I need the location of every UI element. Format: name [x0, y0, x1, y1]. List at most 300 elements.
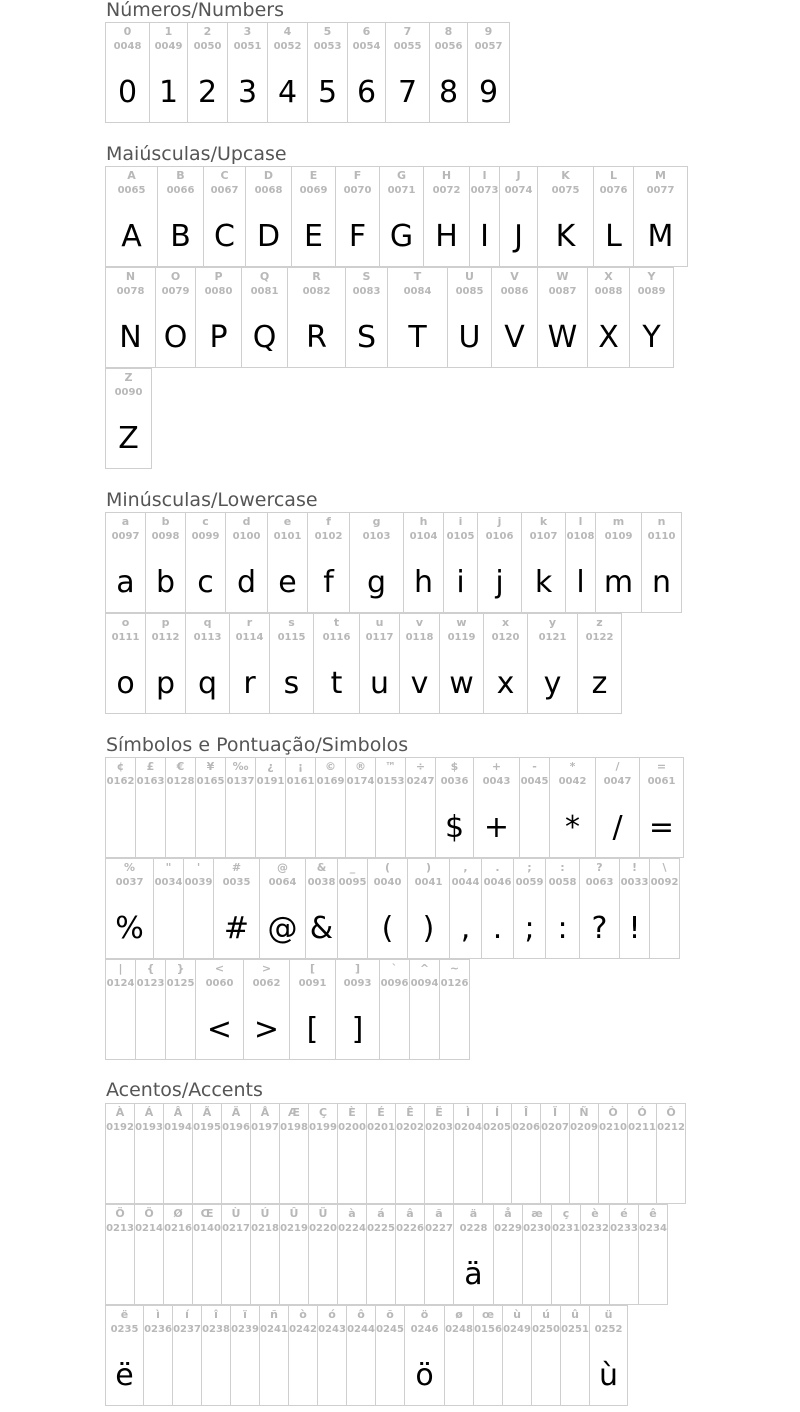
glyph-cell — [366, 1204, 396, 1305]
glyph-label: ä — [469, 1207, 478, 1220]
glyph-sample — [286, 804, 315, 852]
glyph-label: 7 — [403, 25, 412, 38]
glyph-label: ê — [649, 1207, 657, 1220]
glyph-cell — [172, 1305, 202, 1406]
glyph-code: 0066 — [166, 185, 195, 196]
glyph-code: 0236 — [144, 1324, 172, 1335]
glyph-sample: S — [356, 320, 377, 355]
glyph-sample: . — [492, 911, 503, 946]
glyph-label: î — [214, 1308, 218, 1321]
glyph-sample: N — [119, 320, 142, 355]
glyph-cell — [598, 1103, 628, 1204]
glyph-cell — [225, 512, 268, 613]
glyph-cell — [359, 613, 400, 714]
glyph-code: 0125 — [166, 978, 195, 989]
glyph-sample — [541, 1150, 569, 1198]
glyph-sample — [367, 1251, 395, 1299]
glyph-sample: 5 — [317, 75, 338, 110]
glyph-label: & — [316, 861, 327, 874]
glyph-label: m — [612, 515, 625, 528]
glyph-code: 0049 — [154, 41, 183, 52]
glyph-code: 0097 — [111, 531, 140, 542]
glyph-label: A — [127, 169, 136, 182]
glyph-code: 0246 — [410, 1324, 439, 1335]
glyph-sample — [367, 1150, 395, 1198]
glyph-code: 0128 — [166, 776, 195, 787]
glyph-label: h — [419, 515, 428, 528]
glyph-sample — [474, 1352, 502, 1400]
glyph-sample: y — [543, 666, 562, 701]
glyph-cell — [346, 1305, 376, 1406]
glyph-label: ' — [196, 861, 201, 874]
glyph-label: G — [396, 169, 407, 182]
glyph-label: f — [326, 515, 331, 528]
glyph-sample: ö — [415, 1358, 434, 1393]
glyph-sample: H — [435, 219, 458, 254]
glyph-code: 0248 — [445, 1324, 473, 1335]
glyph-code: 0218 — [251, 1223, 279, 1234]
glyph-sample: ( — [381, 911, 394, 946]
glyph-code: 0041 — [414, 877, 443, 888]
glyph-code: 0045 — [520, 776, 549, 787]
glyph-cell — [288, 1305, 318, 1406]
glyph-sample — [316, 804, 345, 852]
glyph-code: 0063 — [585, 877, 614, 888]
glyph-code: 0224 — [338, 1223, 366, 1234]
glyph-code: 0068 — [254, 185, 283, 196]
glyph-sample — [425, 1150, 453, 1198]
glyph-sample: q — [197, 666, 218, 701]
glyph-code: 0217 — [222, 1223, 250, 1234]
glyph-label: ÷ — [415, 760, 426, 773]
glyph-cell — [195, 959, 244, 1060]
glyph-label: Å — [260, 1106, 270, 1119]
glyph-sample: G — [389, 219, 414, 254]
glyph-label: Ç — [318, 1106, 328, 1119]
glyph-code: 0100 — [232, 531, 261, 542]
glyph-code: 0161 — [286, 776, 315, 787]
glyph-sample: U — [458, 320, 481, 355]
glyph-code: 0252 — [594, 1324, 623, 1335]
glyph-label: © — [325, 760, 336, 773]
glyph-label: l — [578, 515, 583, 528]
glyph-code: 0046 — [483, 877, 512, 888]
glyph-code: 0209 — [570, 1122, 598, 1133]
glyph-label: ) — [425, 861, 432, 874]
glyph-cell — [313, 613, 360, 714]
glyph-cell — [307, 512, 350, 613]
glyph-sample — [106, 1006, 135, 1054]
glyph-code: 0112 — [151, 632, 180, 643]
glyph-label: 3 — [243, 25, 252, 38]
glyph-label: \ — [662, 861, 667, 874]
glyph-cell — [192, 1204, 222, 1305]
glyph-sample — [581, 1251, 609, 1299]
glyph-code: 0048 — [113, 41, 142, 52]
glyph-code: 0084 — [403, 286, 432, 297]
glyph-code: 0053 — [313, 41, 342, 52]
glyph-cell — [227, 22, 268, 123]
glyph-label: û — [571, 1308, 579, 1321]
glyph-sample — [193, 1251, 221, 1299]
glyph-label: ú — [542, 1308, 550, 1321]
glyph-sample: W — [547, 320, 578, 355]
glyph-sample — [309, 1251, 337, 1299]
glyph-sample: K — [555, 219, 576, 254]
glyph-code: 0103 — [362, 531, 391, 542]
glyph-label: K — [561, 169, 570, 182]
glyph-sample: F — [348, 219, 367, 254]
glyph-label: | — [118, 962, 123, 975]
glyph-label: j — [497, 515, 502, 528]
glyph-sample: B — [170, 219, 191, 254]
glyph-code: 0052 — [273, 41, 302, 52]
glyph-sample — [260, 1352, 288, 1400]
glyph-label: Ù — [231, 1207, 241, 1220]
glyph-cell — [221, 1103, 251, 1204]
glyph-label: S — [362, 270, 371, 283]
glyph-sample: L — [605, 219, 622, 254]
glyph-sample: 8 — [438, 75, 459, 110]
glyph-cell — [527, 613, 578, 714]
glyph-label: q — [203, 616, 212, 629]
glyph-code: 0086 — [500, 286, 529, 297]
glyph-cell — [287, 267, 346, 368]
glyph-cell — [259, 1305, 289, 1406]
glyph-cell — [638, 1204, 668, 1305]
glyph-label: Ö — [144, 1207, 154, 1220]
glyph-label: 6 — [362, 25, 371, 38]
glyph-code: 0201 — [367, 1122, 395, 1133]
glyph-cell — [467, 22, 510, 123]
glyph-label: { — [146, 962, 155, 975]
glyph-code: 0074 — [504, 185, 533, 196]
glyph-sample: e — [278, 565, 297, 600]
glyph-code: 0234 — [639, 1223, 667, 1234]
glyph-label: M — [655, 169, 666, 182]
glyph-cell — [245, 166, 292, 267]
glyph-label: å — [504, 1207, 512, 1220]
glyph-sample — [231, 1352, 259, 1400]
glyph-label: Ø — [173, 1207, 183, 1220]
glyph-sample — [552, 1251, 580, 1299]
glyph-cell — [134, 1204, 164, 1305]
glyph-code: 0082 — [302, 286, 331, 297]
glyph-cell — [482, 1103, 512, 1204]
glyph-label: Ô — [666, 1106, 676, 1119]
glyph-label: n — [657, 515, 666, 528]
glyph-label: ¿ — [267, 760, 274, 773]
glyph-cell — [385, 22, 430, 123]
glyph-sample — [196, 804, 225, 852]
glyph-code: 0107 — [529, 531, 558, 542]
glyph-label: Ï — [552, 1106, 558, 1119]
glyph-sample: ù — [598, 1358, 618, 1393]
glyph-sample: o — [116, 666, 135, 701]
glyph-cell — [444, 1305, 474, 1406]
glyph-code: 0065 — [117, 185, 146, 196]
glyph-label: ! — [631, 861, 638, 874]
glyph-label: í — [185, 1308, 189, 1321]
glyph-code: 0200 — [338, 1122, 366, 1133]
glyph-code: 0230 — [523, 1223, 551, 1234]
glyph-cell — [203, 166, 246, 267]
glyph-cell — [521, 512, 566, 613]
glyph-code: 0099 — [191, 531, 220, 542]
glyph-cell — [315, 757, 346, 858]
glyph-sample — [289, 1352, 317, 1400]
glyph-sample: ) — [422, 911, 435, 946]
glyph-code: 0233 — [610, 1223, 638, 1234]
glyph-label: p — [161, 616, 170, 629]
glyph-code: 0054 — [352, 41, 381, 52]
glyph-label: Ê — [406, 1106, 414, 1119]
glyph-cell — [502, 1305, 532, 1406]
glyph-cell — [375, 757, 406, 858]
glyph-code: 0073 — [470, 185, 499, 196]
glyph-sample: M — [647, 219, 674, 254]
glyph-sample — [347, 1352, 375, 1400]
glyph-code: 0207 — [541, 1122, 569, 1133]
glyph-sample: = — [648, 810, 675, 845]
glyph-cell — [439, 613, 484, 714]
glyph-label: W — [556, 270, 569, 283]
glyph-code: 0094 — [410, 978, 439, 989]
glyph-cell — [473, 1305, 503, 1406]
glyph-code: 0058 — [548, 877, 577, 888]
glyph-sample: ] — [351, 1012, 364, 1047]
glyph-label: # — [231, 861, 242, 874]
glyph-cell — [145, 512, 186, 613]
glyph-sample — [657, 1150, 685, 1198]
glyph-code: 0227 — [425, 1223, 453, 1234]
glyph-cell — [347, 22, 386, 123]
glyph-sample — [173, 1352, 201, 1400]
glyph-code: 0075 — [551, 185, 580, 196]
glyph-code: 0140 — [193, 1223, 221, 1234]
glyph-cell — [595, 757, 640, 858]
glyph-label: ã — [435, 1207, 443, 1220]
glyph-cell — [105, 959, 136, 1060]
glyph-code: 0113 — [193, 632, 222, 643]
glyph-cell — [609, 1204, 639, 1305]
glyph-sample: / — [612, 810, 623, 845]
glyph-code: 0056 — [434, 41, 463, 52]
glyph-sample: E — [304, 219, 323, 254]
glyph-code: 0203 — [425, 1122, 453, 1133]
glyph-code: 0163 — [136, 776, 165, 787]
glyph-label: 9 — [484, 25, 493, 38]
glyph-cell — [289, 959, 336, 1060]
glyph-cell — [589, 1305, 628, 1406]
glyph-code: 0096 — [380, 978, 409, 989]
glyph-cell — [243, 959, 290, 1060]
glyph-row — [105, 1103, 686, 1203]
glyph-cell — [453, 1103, 483, 1204]
glyph-sample — [164, 1251, 192, 1299]
glyph-sample: T — [408, 320, 427, 355]
glyph-sample — [338, 1150, 366, 1198]
glyph-cell — [134, 1103, 164, 1204]
glyph-label: æ — [531, 1207, 543, 1220]
glyph-sample: a — [116, 565, 135, 600]
glyph-cell — [399, 613, 440, 714]
glyph-cell — [279, 1204, 309, 1305]
glyph-code: 0102 — [314, 531, 343, 542]
glyph-label: ù — [513, 1308, 521, 1321]
glyph-cell — [267, 512, 308, 613]
glyph-sample — [570, 1150, 598, 1198]
glyph-cell — [519, 757, 550, 858]
glyph-cell — [379, 166, 424, 267]
glyph-label: õ — [386, 1308, 394, 1321]
glyph-sample — [512, 1150, 540, 1198]
glyph-cell — [345, 757, 376, 858]
glyph-cell — [511, 1103, 541, 1204]
glyph-label: : — [560, 861, 565, 874]
glyph-cell — [522, 1204, 552, 1305]
glyph-row — [105, 368, 152, 468]
glyph-sample — [520, 804, 549, 852]
glyph-code: 0087 — [548, 286, 577, 297]
glyph-sample: 2 — [197, 75, 218, 110]
glyph-label: 8 — [444, 25, 453, 38]
glyph-code: 0106 — [485, 531, 514, 542]
glyph-label: - — [532, 760, 537, 773]
glyph-code: 0229 — [494, 1223, 522, 1234]
glyph-cell — [259, 858, 306, 959]
glyph-sample: v — [410, 666, 429, 701]
glyph-cell — [225, 757, 256, 858]
glyph-label: Ä — [231, 1106, 241, 1119]
glyph-cell — [375, 1305, 405, 1406]
glyph-code: 0069 — [299, 185, 328, 196]
glyph-cell — [337, 1103, 367, 1204]
glyph-code: 0091 — [298, 978, 327, 989]
glyph-cell — [513, 858, 546, 959]
glyph-label: ¢ — [116, 760, 125, 773]
glyph-label: P — [214, 270, 223, 283]
glyph-label: À — [115, 1106, 125, 1119]
glyph-label: Ì — [465, 1106, 471, 1119]
glyph-code: 0051 — [233, 41, 262, 52]
glyph-code: 0033 — [620, 877, 649, 888]
section-title: Números/Numbers — [106, 0, 284, 21]
glyph-code: 0249 — [503, 1324, 531, 1335]
glyph-cell — [213, 858, 260, 959]
glyph-code: 0126 — [440, 978, 469, 989]
glyph-code: 0059 — [515, 877, 544, 888]
glyph-label: ; — [527, 861, 532, 874]
glyph-sample: Z — [118, 421, 139, 456]
glyph-cell — [279, 1103, 309, 1204]
glyph-row — [105, 959, 470, 1059]
glyph-code: 0247 — [406, 776, 435, 787]
glyph-sample — [376, 804, 405, 852]
glyph-label: 4 — [283, 25, 292, 38]
glyph-code: 0105 — [446, 531, 475, 542]
glyph-sample: d — [236, 565, 257, 600]
glyph-label: = — [656, 760, 667, 773]
glyph-code: 0225 — [367, 1223, 395, 1234]
glyph-code: 0062 — [252, 978, 281, 989]
glyph-label: ® — [355, 760, 366, 773]
glyph-cell — [165, 757, 196, 858]
glyph-cell — [577, 613, 622, 714]
glyph-label: s — [288, 616, 295, 629]
glyph-code: 0085 — [455, 286, 484, 297]
glyph-label: o — [121, 616, 130, 629]
glyph-code: 0192 — [106, 1122, 134, 1133]
glyph-cell — [405, 757, 436, 858]
glyph-sample: 0 — [117, 75, 138, 110]
glyph-sample — [166, 1006, 195, 1054]
glyph-code: 0196 — [222, 1122, 250, 1133]
glyph-label: D — [263, 169, 274, 182]
glyph-code: 0060 — [205, 978, 234, 989]
glyph-cell — [308, 1204, 338, 1305]
glyph-code: 0101 — [273, 531, 302, 542]
glyph-code: 0037 — [115, 877, 144, 888]
glyph-sample: < — [206, 1012, 233, 1047]
glyph-cell — [537, 166, 594, 267]
glyph-cell — [435, 757, 474, 858]
glyph-label: g — [372, 515, 381, 528]
glyph-cell — [105, 1103, 135, 1204]
glyph-code: 0043 — [482, 776, 511, 787]
glyph-sample: R — [306, 320, 327, 355]
glyph-sample — [136, 804, 165, 852]
glyph-cell — [337, 858, 368, 959]
glyph-label: Ü — [318, 1207, 328, 1220]
glyph-code: 0093 — [343, 978, 372, 989]
glyph-code: 0083 — [352, 286, 381, 297]
glyph-sample — [193, 1150, 221, 1198]
glyph-label: Í — [494, 1106, 500, 1119]
glyph-label: < — [214, 962, 225, 975]
glyph-label: 0 — [123, 25, 132, 38]
glyph-label: [ — [309, 962, 316, 975]
glyph-label: J — [516, 169, 521, 182]
glyph-cell — [469, 166, 500, 267]
glyph-sample: w — [449, 666, 474, 701]
glyph-sample: [ — [306, 1012, 319, 1047]
glyph-sample — [256, 804, 285, 852]
glyph-label: à — [348, 1207, 356, 1220]
glyph-sample: & — [309, 911, 334, 946]
glyph-label: > — [261, 962, 272, 975]
glyph-cell — [250, 1103, 280, 1204]
glyph-label: i — [458, 515, 463, 528]
glyph-cell — [305, 858, 338, 959]
glyph-code: 0174 — [346, 776, 375, 787]
glyph-cell — [195, 267, 242, 368]
glyph-code: 0078 — [116, 286, 145, 297]
glyph-label: Á — [144, 1106, 154, 1119]
glyph-sample: Y — [642, 320, 661, 355]
glyph-cell — [627, 1103, 657, 1204]
glyph-label: c — [202, 515, 209, 528]
glyph-cell — [531, 1305, 561, 1406]
glyph-cell — [424, 1204, 454, 1305]
glyph-code: 0064 — [268, 877, 297, 888]
glyph-cell — [453, 1204, 494, 1305]
glyph-code: 0251 — [561, 1324, 589, 1335]
glyph-sample — [425, 1251, 453, 1299]
glyph-code: 0040 — [373, 877, 402, 888]
glyph-label: £ — [146, 760, 155, 773]
glyph-code: 0117 — [365, 632, 394, 643]
